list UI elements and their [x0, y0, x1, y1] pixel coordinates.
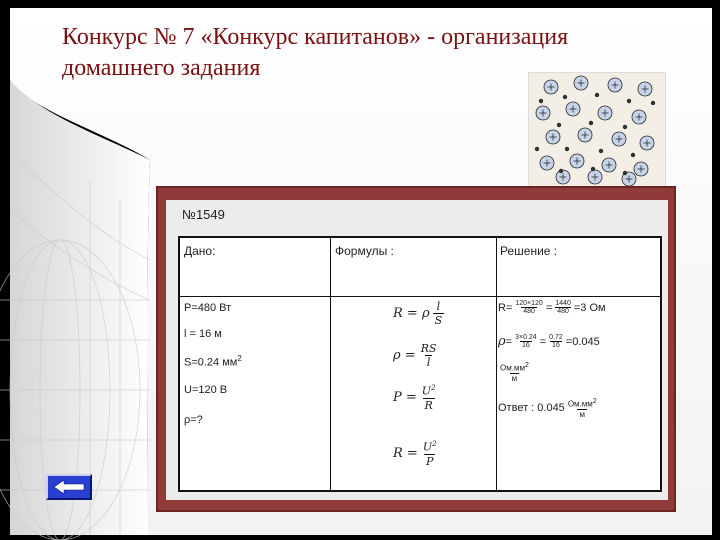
electron-dot [623, 171, 627, 175]
electron-dot [595, 93, 599, 97]
problem-frame [156, 186, 676, 512]
electron-dot [539, 99, 543, 103]
fraction-numerator: 3×0.24 [515, 334, 537, 341]
formula-lhs: P [393, 390, 402, 406]
given-length: l = 16 м [184, 328, 222, 340]
column-divider [330, 238, 331, 490]
formula-lhs: ρ [393, 348, 401, 363]
fraction-denominator: м [511, 373, 518, 383]
solution-resistance [498, 300, 606, 315]
fraction-numerator: $Ом.мм^2$ [567, 398, 597, 409]
solution-resistivity [498, 334, 600, 349]
solution-answer [498, 398, 600, 419]
fraction-denominator: l [426, 356, 431, 369]
unit-fraction [566, 398, 599, 419]
electron-dot [563, 95, 567, 99]
answer-prefix: Ответ : 0.045 [498, 402, 565, 415]
fraction-denominator: 16 [552, 342, 560, 349]
solution-equals: = [505, 335, 513, 348]
electron-dot [623, 125, 627, 129]
fraction-numerator: RS [420, 342, 437, 355]
given-header: Дано: [184, 244, 216, 258]
problem-card [166, 200, 668, 500]
electron-dot [651, 101, 655, 105]
fraction-numerator: l [436, 300, 441, 313]
fraction-numerator-text: U [421, 384, 432, 398]
fraction-denominator: S [434, 314, 443, 327]
fraction-denominator: 16 [522, 342, 530, 349]
fraction-numerator: $U^2$ [422, 440, 437, 454]
fraction-numerator: $Ом.мм^2$ [500, 362, 529, 373]
formula-lhs: R [393, 306, 403, 321]
fraction-numerator-text: Ом.мм [567, 399, 593, 409]
electron-dot [589, 121, 593, 125]
formula-lhs: R [393, 446, 403, 462]
ion-lattice-illustration [528, 72, 666, 187]
electron-dot [557, 123, 561, 127]
formula-fraction [421, 440, 439, 468]
fraction-numerator: 0.72 [549, 334, 563, 341]
electron-dot [565, 147, 569, 151]
formula-resistivity: ρ = $\frac{RS}{l}$ [393, 342, 437, 369]
given-power: P=480 Вт [184, 302, 232, 314]
formula-power: P = $\frac{U^2}{R}$ [393, 384, 436, 412]
fraction-denominator: R [424, 398, 433, 412]
formula-resistance-from-power: R = $\frac{U^2}{P}$ [393, 440, 437, 468]
solution-equals: = [545, 301, 553, 314]
electron-dot [535, 147, 539, 151]
formula-mid: ρ [421, 306, 430, 321]
unit-fraction [498, 362, 531, 383]
solution-header: Решение : [500, 244, 558, 258]
solution-fraction [513, 334, 539, 349]
electron-dot [599, 149, 603, 153]
fraction-denominator: 480 [523, 308, 535, 315]
back-button[interactable] [46, 474, 92, 500]
solution-equals: = [539, 335, 547, 348]
problem-number: №1549 [182, 207, 225, 222]
header-divider [180, 296, 660, 297]
solution-result: =3 Ом [573, 301, 606, 314]
electron-dot [627, 99, 631, 103]
title-line-1: Конкурс № 7 «Конкурс капитанов» - организация [62, 24, 569, 50]
fraction-numerator: 1440 [555, 300, 571, 307]
given-area: S=0.24 $мм^2$ [184, 354, 242, 369]
solution-prefix: ρ [498, 334, 506, 349]
given-voltage: U=120 В [184, 384, 228, 396]
fraction-numerator: $U^2$ [421, 384, 436, 398]
electron-dot [591, 167, 595, 171]
formula-fraction [420, 384, 438, 412]
formulas-header: Формулы : [335, 244, 394, 258]
solution-fraction [547, 334, 565, 349]
fraction-numerator-text: Ом.мм [500, 363, 525, 373]
given-unknown: ρ=? [184, 414, 203, 426]
fraction-denominator: м [579, 409, 585, 419]
formula-fraction [419, 342, 439, 369]
title-line-2: домашнего задания [62, 55, 261, 81]
fraction-denominator: 480 [557, 308, 569, 315]
fraction-numerator-text: U [422, 440, 433, 454]
electron-dot [631, 153, 635, 157]
column-divider [496, 238, 497, 490]
solution-result: =0.045 [565, 335, 600, 348]
fraction-denominator: P [426, 454, 434, 468]
formula-resistance: R = ρ $\frac{l}{S}$ [393, 300, 443, 327]
solution-fraction [513, 300, 544, 315]
solution-table [178, 236, 662, 492]
given-area-text: S=0.24 мм [184, 356, 238, 369]
formula-fraction [433, 300, 445, 327]
left-arrow-icon [52, 479, 86, 495]
solution-resistivity-unit [498, 362, 531, 383]
electron-dot [559, 169, 563, 173]
fraction-numerator: 120×120 [515, 300, 543, 307]
solution-prefix: R= [498, 301, 513, 314]
solution-fraction [553, 300, 573, 315]
